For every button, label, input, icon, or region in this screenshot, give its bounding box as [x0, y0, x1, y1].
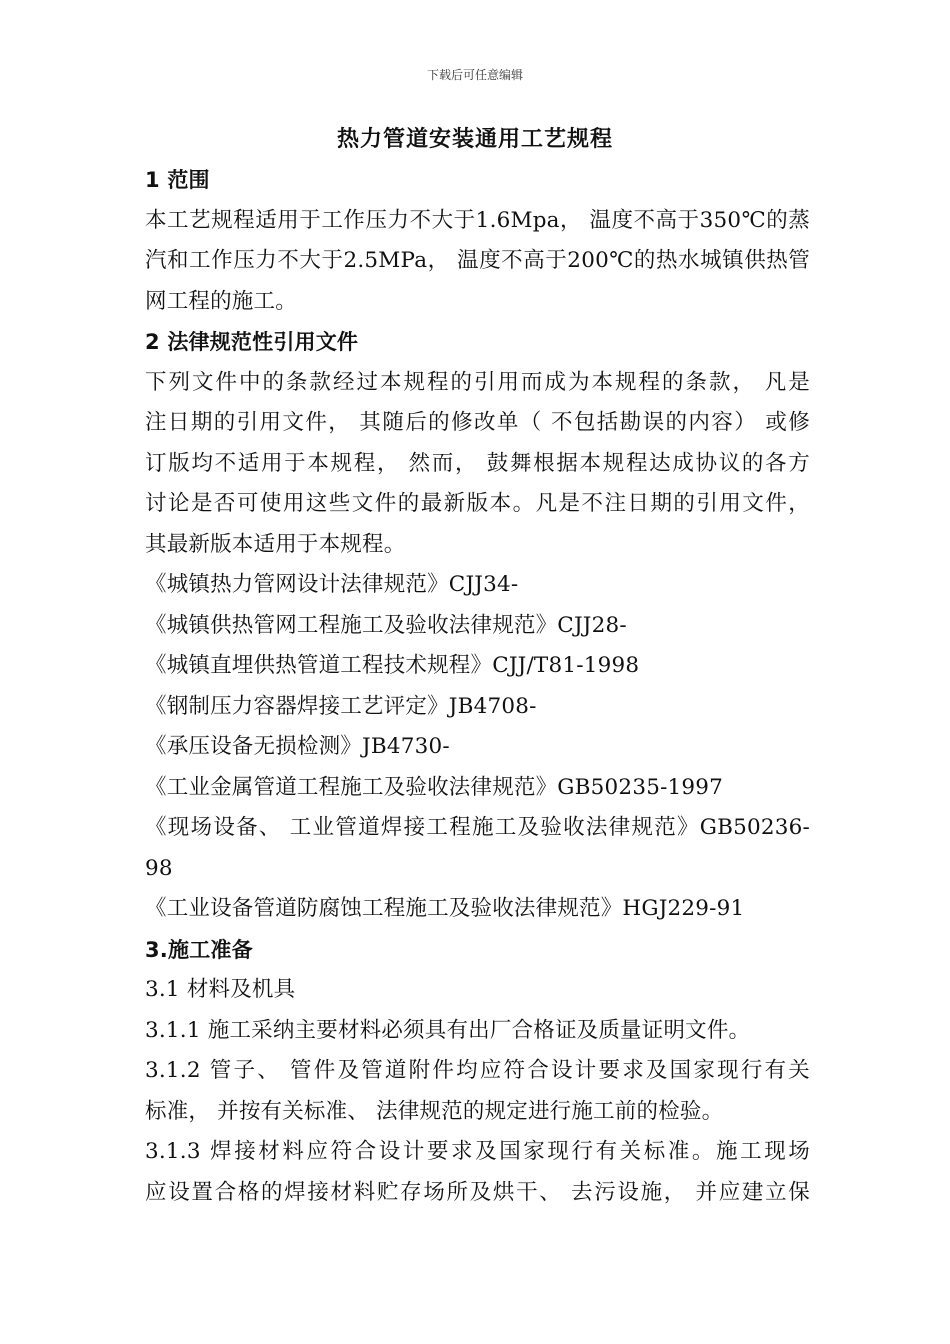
header-note: 下载后可任意编辑 — [426, 68, 523, 82]
reference-item: 《城镇热力管网设计法律规范》CJJ34- — [145, 572, 519, 597]
reference-item: 《城镇供热管网工程施工及验收法律规范》CJJ28- — [145, 612, 627, 638]
document-title: 热力管道安装通用工艺规程 — [336, 126, 613, 152]
clause-line: 3.1.2 管子、 管件及管道附件均应符合设计要求及国家现行有关 — [145, 1058, 810, 1083]
reference-item: 《城镇直埋供热管道工程技术规程》CJJ/T81-1998 — [145, 653, 640, 678]
reference-item-continuation: 98 — [145, 855, 173, 881]
document-body — [145, 160, 810, 1213]
clause-line: 标准， 并按有关标准、 法律规范的规定进行施工前的检验。 — [145, 1098, 724, 1124]
paragraph-line: 网工程的施工。 — [145, 288, 297, 314]
paragraph-line: 汽和工作压力不大于2.5MPa， 温度不高于200℃的热水城镇供热管 — [145, 248, 810, 273]
paragraph-line: 讨论是否可使用这些文件的最新版本。凡是不注日期的引用文件， — [145, 491, 810, 516]
reference-item: 《工业设备管道防腐蚀工程施工及验收法律规范》HGJ229-91 — [145, 896, 745, 921]
reference-item: 《承压设备无损检测》JB4730- — [145, 734, 450, 759]
clause-line: 3.1.1 施工采纳主要材料必须具有出厂合格证及质量证明文件。 — [145, 1017, 751, 1043]
clause-line: 3.1.3 焊接材料应符合设计要求及国家现行有关标准。施工现场 — [145, 1139, 810, 1164]
reference-item: 《工业金属管道工程施工及验收法律规范》GB50235-1997 — [145, 774, 724, 800]
paragraph-line: 注日期的引用文件， 其随后的修改单（ 不包括勘误的内容） 或修 — [145, 410, 810, 435]
section-heading-scope: 1 范围 — [145, 168, 210, 192]
section-heading-references: 2 法律规范性引用文件 — [145, 330, 359, 354]
clause-line: 应设置合格的焊接材料贮存场所及烘干、 去污设施， 并应建立保 — [145, 1179, 810, 1205]
reference-item: 《现场设备、 工业管道焊接工程施工及验收法律规范》GB50236- — [145, 815, 810, 840]
subsection-heading: 3.1 材料及机具 — [145, 977, 296, 1002]
paragraph-line: 本工艺规程适用于工作压力不大于1.6Mpa， 温度不高于350℃的蒸 — [145, 207, 810, 233]
paragraph-line: 其最新版本适用于本规程。 — [145, 531, 406, 557]
reference-item: 《钢制压力容器焊接工艺评定》JB4708- — [145, 693, 537, 719]
paragraph-line: 订版均不适用于本规程， 然而， 鼓舞根据本规程达成协议的各方 — [145, 450, 810, 476]
paragraph-line: 下列文件中的条款经过本规程的引用而成为本规程的条款， 凡是 — [145, 369, 810, 395]
section-heading-preparation: 3.施工准备 — [145, 937, 253, 962]
